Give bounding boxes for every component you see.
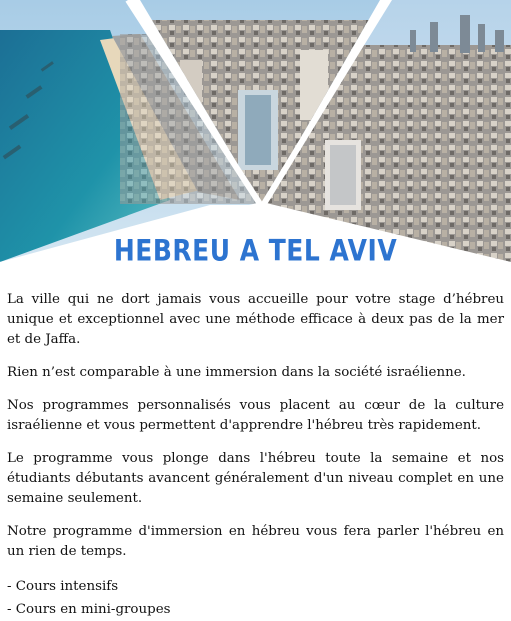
paragraph-immersion: Rien n’est comparable à une immersion dans la société israélienne. <box>7 365 466 380</box>
hero-photo <box>0 0 511 270</box>
paragraph-speaking: Notre programme d'immersion en hébreu vous fera parler l'hébreu en un rien de temps. <box>7 524 504 559</box>
paragraph-intro: La ville qui ne dort jamais vous accueille pour votre stage d’hébreu unique et exceptionnel avec une méthode efficace à deux pas de la mer et de Jaffa. <box>7 292 504 347</box>
content-body <box>7 290 504 621</box>
paragraph-weekly: Le programme vous plonge dans l'hébreu toute la semaine et nos étudiants débutants avancent généralement d'un niveau complet en une semaine seulement. <box>7 451 504 506</box>
paragraph-programmes: Nos programmes personnalisés vous placent au cœur de la culture israélienne et vous permettent d'apprendre l'hébreu très rapidement. <box>7 398 504 433</box>
list-item: - Cours en mini-groupes <box>7 602 171 617</box>
page-title: HEBREU A TEL AVIV <box>113 233 398 268</box>
course-list <box>7 575 504 621</box>
list-item: - Cours intensifs <box>7 579 119 594</box>
